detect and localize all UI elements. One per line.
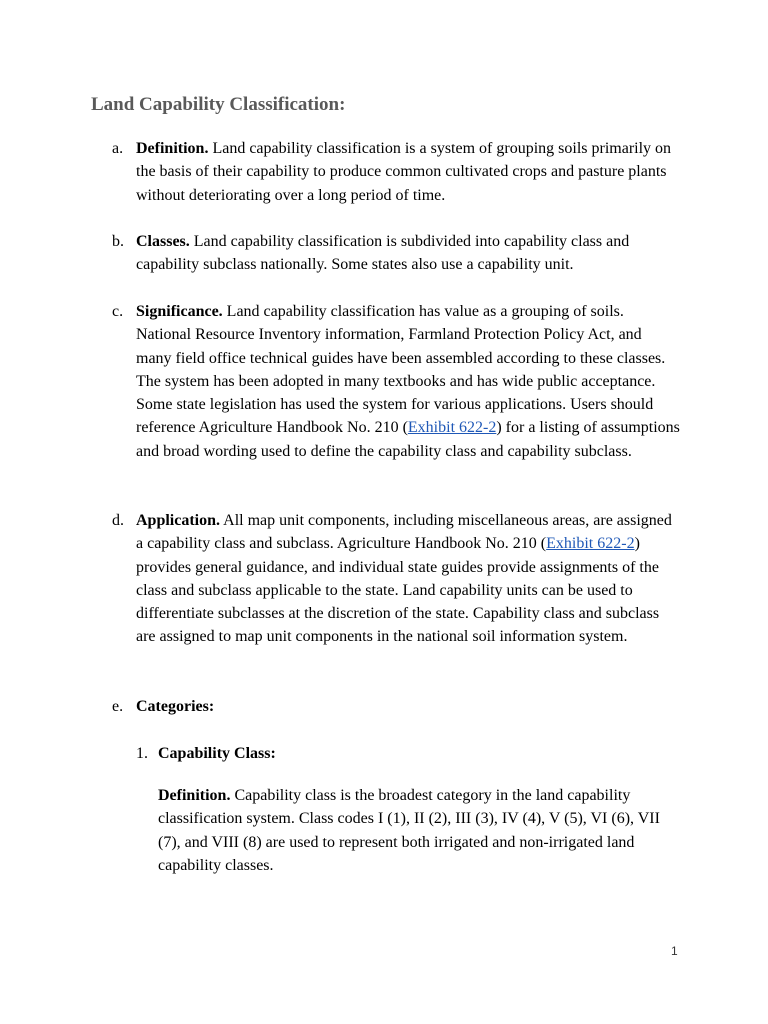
exhibit-link[interactable]: Exhibit 622-2 (546, 535, 635, 553)
list-marker: a. (112, 140, 124, 157)
item-body: Land capability classification is subdivided into capability class and capability subclass nationally. Some states also use a capability unit. (136, 233, 630, 274)
definition-body: Capability class is the broadest category in the land capability classification system. Class codes I (1), II (2), III (3), IV (4), V (5), VI (6), VII (7), and VIII (8) are used to represent both irrigated and non-irrigated land capability classes. (158, 787, 660, 874)
list-item-text (136, 230, 681, 277)
item-heading: Definition. (136, 140, 209, 157)
page-number: 1 (671, 944, 678, 958)
item-body: Land capability classification has value as a grouping of soils. National Resource Inventory information, Farmland Protection Policy Act, and many field office technical guides have been assembled according to these classes. The system has been adopted in many textbooks and has wide public acceptance. Some state legislation has used the system for various applications. Users should reference Agriculture Handbook No. 210 ( (136, 303, 666, 437)
item-heading: Significance. (136, 303, 223, 320)
item-body: All map unit components, including miscellaneous areas, are assigned a capability class and subclass. Agriculture Handbook No. 210 ( (136, 512, 672, 553)
item-heading: Application. (136, 512, 221, 529)
definition-heading: Definition. (158, 787, 231, 804)
list-marker: c. (112, 303, 124, 320)
list-item-text (136, 695, 681, 718)
page-title: Land Capability Classification: (91, 94, 346, 115)
list-item-text (136, 300, 681, 463)
sublist-marker: 1. (136, 745, 148, 762)
subitem-heading: Capability Class: (158, 745, 276, 762)
definition-paragraph (158, 784, 683, 877)
list-item-text (136, 509, 681, 649)
item-heading: Classes. (136, 233, 190, 250)
list-marker: e. (112, 698, 124, 715)
list-marker: d. (112, 512, 124, 529)
item-heading: Categories: (136, 698, 215, 715)
exhibit-link[interactable]: Exhibit 622-2 (407, 419, 497, 437)
item-body-continued: ) for a listing of assumptions and broad wording used to define the capability class and capability subclass. (136, 419, 680, 460)
list-marker: b. (112, 233, 124, 250)
item-body-continued: ) provides general guidance, and individual state guides provide assignments of the class and subclass applicable to the state. Land capability units can be used to differentiate subclasses at the discretion of the state. Capability class and subclass are assigned to map unit components in the national soil information system. (136, 535, 660, 646)
sublist-heading (158, 742, 683, 765)
list-item-text (136, 137, 681, 207)
item-body: Land capability classification is a system of grouping soils primarily on the basis of their capability to produce common cultivated crops and pasture plants without deteriorating over a long period of time. (136, 140, 672, 204)
